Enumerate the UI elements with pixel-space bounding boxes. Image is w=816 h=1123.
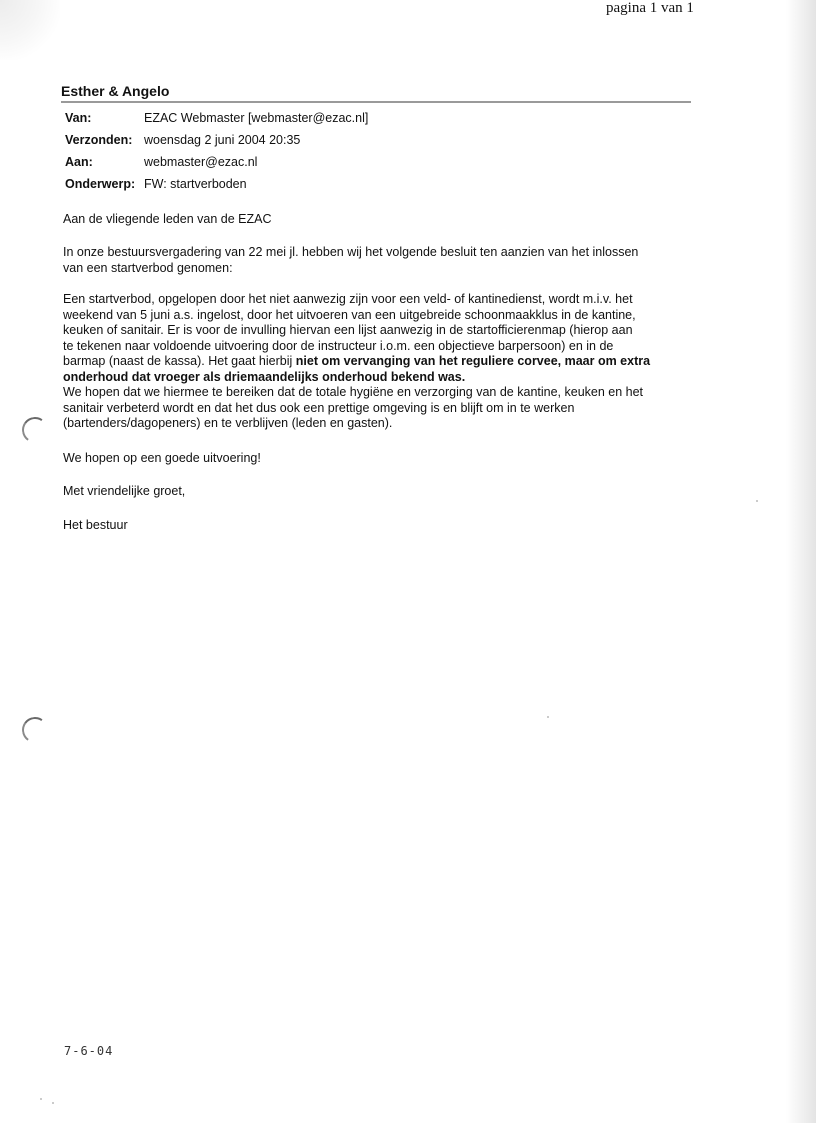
paragraph-line: We hopen dat we hiermee te bereiken dat de totale hygiëne en verzorging van de kantine, keuken en het — [63, 385, 644, 399]
scan-speck — [756, 500, 758, 502]
paragraph-line: In onze bestuursvergadering van 22 mei jl. hebben wij het volgende besluit ten aanzien van het inlossen — [63, 245, 639, 259]
header-row-sent — [65, 133, 300, 147]
wish-text: We hopen op een goede uitvoering! — [63, 451, 261, 465]
header-value: woensdag 2 juni 2004 20:35 — [144, 133, 301, 147]
wish-line — [63, 451, 703, 467]
salutation — [63, 212, 703, 228]
header-label: Onderwerp: — [65, 177, 136, 191]
scan-speck — [547, 716, 549, 718]
paragraph-startverbod — [63, 292, 703, 432]
header-label: Verzonden: — [65, 133, 133, 147]
scan-speck — [52, 1102, 54, 1104]
header-row-subject — [65, 177, 247, 191]
paragraph-text: barmap (naast de kassa). Het gaat hierbij — [63, 354, 296, 368]
title-divider — [61, 101, 691, 103]
header-value: FW: startverboden — [144, 177, 247, 191]
page-edge-shadow — [786, 0, 816, 1123]
scan-speck — [40, 1098, 42, 1100]
paragraph-line: (bartenders/dagopeners) en te verblijven (leden en gasten). — [63, 416, 393, 430]
paragraph-line: te tekenen naar voldoende uitvoering door de instructeur i.o.m. een objectieve barpersoon) en in de — [63, 338, 614, 353]
header-label: Aan: — [65, 155, 93, 169]
closing-line — [63, 484, 703, 500]
paragraph-line: van een startverbod genomen: — [63, 260, 233, 275]
paragraph-line: weekend van 5 juni a.s. ingelost, door het uitvoeren van een uitgebreide schoonmaakklus in de kantine, — [63, 307, 636, 322]
salutation-text: Aan de vliegende leden van de EZAC — [63, 212, 272, 226]
paragraph-line: keuken of sanitair. Er is voor de invulling hiervan een lijst aanwezig in de startofficierenmap (hierop aan — [63, 323, 633, 337]
header-value: EZAC Webmaster [webmaster@ezac.nl] — [144, 111, 369, 125]
sender-title: Esther & Angelo — [61, 83, 170, 99]
handwritten-date: 7-6-04 — [64, 1044, 114, 1058]
punch-hole-upper — [20, 415, 50, 445]
signature-text: Het bestuur — [63, 518, 128, 532]
signature-line — [63, 518, 703, 534]
paragraph-line: sanitair verbeterd wordt en dat het dus ook een prettige omgeving is en blijft om in te werken — [63, 400, 575, 415]
header-value: webmaster@ezac.nl — [144, 155, 258, 169]
paragraph-decision — [63, 245, 703, 276]
emphasis-line: onderhoud dat vroeger als driemaandelijks onderhoud bekend was. — [63, 369, 466, 384]
paragraph-line-mixed — [63, 354, 703, 370]
page-corner-curl — [0, 0, 60, 60]
header-row-from — [65, 111, 368, 125]
page-number: pagina 1 van 1 — [606, 0, 694, 16]
punch-hole-lower — [20, 715, 50, 745]
emphasis-text: niet om vervanging van het reguliere corvee, maar om extra — [295, 354, 651, 368]
header-row-to — [65, 155, 257, 169]
paragraph-line: Een startverbod, opgelopen door het niet aanwezig zijn voor een veld- of kantinedienst, wordt m.i.v. het — [63, 292, 633, 306]
header-label: Van: — [65, 111, 92, 125]
closing-text: Met vriendelijke groet, — [63, 484, 186, 498]
